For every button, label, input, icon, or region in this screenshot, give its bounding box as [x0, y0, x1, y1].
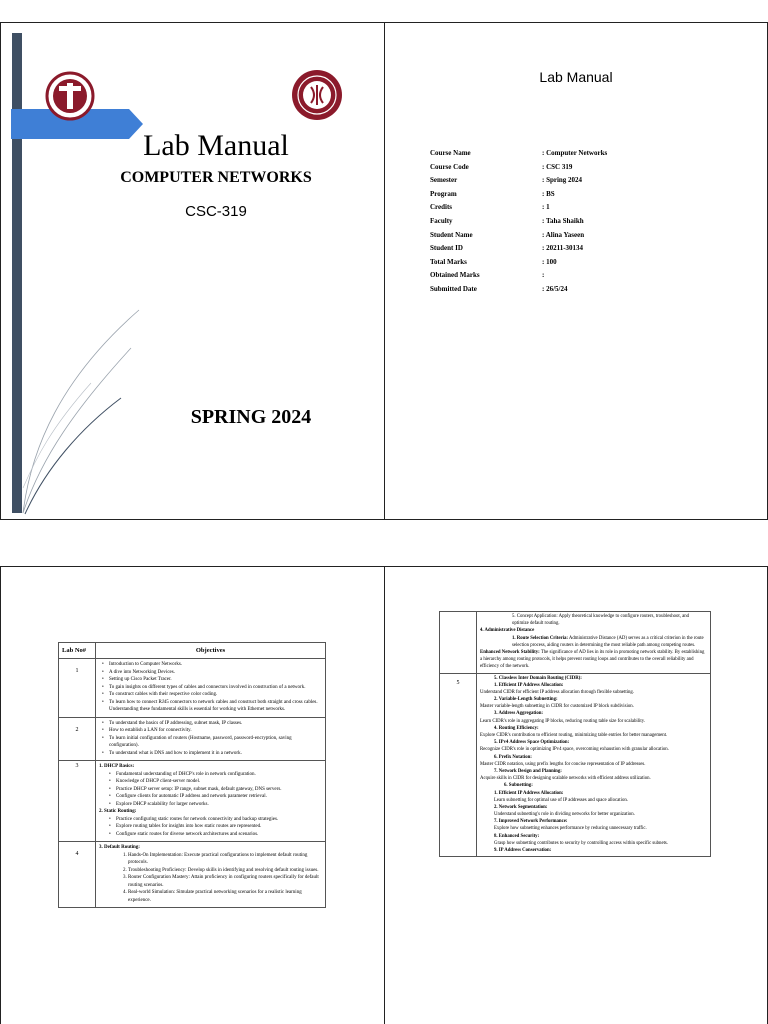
objectives-table-continued [439, 611, 711, 857]
objective-item: • To learn initial configuration of routers (Hostname, password, password-encryption, saving configuration). [109, 735, 322, 750]
objective-item: • Configure static routes for diverse network architectures and scenarios. [116, 831, 322, 839]
lab-objectives [96, 761, 326, 842]
info-value: : Alina Yaseen [542, 230, 585, 239]
item-text: Understand subnetting's role in dividing networks for better organization. [494, 812, 635, 818]
lab-number: 4 [59, 842, 96, 908]
item-heading: 8. Enhanced Security: [494, 833, 540, 839]
info-label: Course Name [430, 149, 471, 157]
lab-row-4 [59, 842, 326, 908]
objective-item: • How to establish a LAN for connectivity. [109, 727, 322, 735]
objective-item: • Setting up Cisco Packet Tracer. [109, 676, 322, 684]
section-heading: 4. Administrative Distance [480, 628, 535, 634]
item-heading: 2. Network Segmentation: [494, 804, 548, 810]
lab-row-1 [59, 659, 326, 718]
item-text: The significance of AD lies in its role in promoting network stability. By establishing a hierarchy among routing protocols, it helps prevent routing loops and contributes to the overall reliability and efficiency of the network. [480, 649, 705, 670]
lab-number: 2 [59, 717, 96, 761]
university-logo-right [291, 69, 343, 121]
objective-item: 4. Real-world Simulation: Simulate practical networking scenarios for a realistic learning experience. [128, 889, 322, 904]
info-label: Student ID [430, 244, 463, 253]
objective-item: • Introduction to Computer Networks. [109, 661, 322, 669]
objective-item: • To understand the basics of IP addressing, subnet mask, IP classes. [109, 720, 322, 728]
objective-item: • Practice DHCP server setup: IP range, subnet mask, default gateway, DNS servers. [116, 786, 322, 794]
item-text: Explore CIDR's contribution to efficient routing, minimizing table entries for better management. [480, 733, 668, 738]
lab-objectives [96, 842, 326, 908]
item-text: Master variable-length subnetting in CIDR for customized IP block subdivision. [480, 704, 634, 710]
info-value: : [542, 271, 545, 280]
lab-number: 5 [440, 673, 477, 857]
university-logo-left [45, 71, 95, 121]
objectives-page [0, 566, 385, 1024]
objectives-header-row [59, 643, 326, 659]
objectives-header: Objectives [96, 643, 326, 659]
lab-objectives [477, 673, 711, 857]
item-heading: 9. IP Address Conservation: [494, 848, 552, 853]
item-text: Administrative Distance (AD) serves as a critical criterion in the route selection process, aiding routers in determining the most reliable path among competing routes. [512, 635, 704, 648]
info-value: : CSC 319 [542, 162, 573, 171]
lab-row-4-continued [440, 612, 711, 674]
lab-objectives [96, 717, 326, 761]
continuation-page [384, 566, 768, 1024]
lab-no-header: Lab No# [59, 643, 96, 659]
item-label: Enhanced Network Stability: [480, 649, 540, 655]
objective-item: • To construct cables with their respective color coding. [109, 691, 322, 699]
info-page [384, 22, 768, 520]
info-value: : Computer Networks [542, 149, 608, 157]
item-heading: 2. Variable-Length Subnetting: [494, 697, 558, 703]
info-row [430, 244, 607, 258]
item-heading: 7. Network Design and Planning: [494, 768, 562, 774]
info-row [430, 258, 607, 272]
lab-objectives [96, 659, 326, 718]
objective-item [480, 635, 707, 649]
item-text: Learn subnetting for optimal use of IP addresses and space allocation. [494, 797, 628, 803]
objective-item: 1. Hands-On Implementation: Execute practical configurations to implement default routing protocols. [128, 852, 322, 867]
info-row [430, 231, 607, 245]
lab-row-2 [59, 717, 326, 761]
info-value: : 20211-30134 [542, 244, 584, 253]
info-value: : Spring 2024 [542, 176, 583, 185]
info-label: Total Marks [430, 257, 467, 266]
course-info-table [430, 149, 607, 299]
lab-row-5 [440, 673, 711, 857]
item-label: 1. Route Selection Criteria: [512, 635, 568, 641]
item-text: Grasp how subnetting contributes to security by controlling access within specific subnets. [494, 840, 668, 846]
info-row [430, 176, 607, 190]
section-heading: 2. Static Routing: [99, 809, 137, 814]
item-heading: 7. Improved Network Performance: [494, 819, 568, 825]
objectives-table [58, 642, 326, 908]
objective-item: 3. Router Configuration Mastery: Attain proficiency in configuring routers specifically for default routing scenarios. [128, 874, 322, 889]
info-label: Program [430, 189, 457, 198]
info-page-title: Lab Manual [539, 69, 613, 85]
objective-item: • To gain insights on different types of cables and connectors involved in construction of a network. [109, 684, 322, 692]
cover-course-code: CSC-319 [185, 203, 247, 220]
info-row [430, 271, 607, 285]
lab-objectives [477, 612, 711, 674]
lab-number-empty [440, 612, 477, 674]
item-text: Acquire skills in CIDR for designing scalable networks with efficient address utilization. [480, 776, 651, 782]
info-label: Student Name [430, 230, 473, 239]
item-heading: 1. Efficient IP Address Allocation: [494, 790, 564, 796]
item-text: Explore how subnetting enhances performance by reducing unnecessary traffic. [494, 826, 647, 832]
info-label: Submitted Date [430, 284, 477, 293]
section-heading: 6. Subnetting: [504, 783, 533, 789]
objective-item: • Explore DHCP scalability for larger networks. [116, 801, 322, 809]
objective-item: • Configure clients for automatic IP address and network parameter retrieval. [116, 793, 322, 801]
lab-number: 3 [59, 761, 96, 842]
item-text: Understand CIDR for efficient IP address allocation through flexible subnetting. [480, 689, 634, 695]
cover-subtitle: COMPUTER NETWORKS [120, 169, 312, 186]
objective-item: • Fundamental understanding of DHCP's role in network configuration. [116, 771, 322, 779]
cover-page [0, 22, 385, 520]
cover-semester: SPRING 2024 [190, 406, 312, 428]
info-value: : BS [542, 189, 555, 198]
item-heading: 5. IPv4 Address Space Optimization: [494, 740, 570, 746]
item-text: Master CIDR notation, using prefix lengths for concise representation of IP addresses. [480, 761, 646, 767]
lab-row-3 [59, 761, 326, 842]
info-row [430, 285, 607, 299]
info-label: Course Code [430, 162, 469, 171]
item-heading: 4. Routing Efficiency: [494, 725, 539, 731]
info-row [430, 163, 607, 177]
info-value: : Taha Shaikh [542, 216, 584, 225]
cover-decorative-curves [21, 308, 141, 518]
info-row [430, 203, 607, 217]
objective-item [480, 649, 707, 671]
item-text: Recognize CIDR's role in optimizing IPv4 space, overcoming exhaustion with granular allocation. [480, 747, 669, 753]
objective-item: • Knowledge of DHCP client-server model. [116, 778, 322, 786]
info-value: : 26/5/24 [542, 284, 568, 293]
section-heading: 3. Default Routing: [99, 845, 140, 850]
info-value: : 1 [542, 203, 550, 212]
objective-item: • To learn how to connect RJ45 connectors to network cables and construct both straight and cross cables. Understanding these fundamental skills is essential for working with Ethernet networks. [109, 699, 322, 714]
objective-item: • Explore routing tables for insights into how static routes are represented. [116, 823, 322, 831]
info-label: Semester [430, 176, 458, 185]
info-row [430, 190, 607, 204]
objective-item: • Practice configuring static routes for network connectivity and backup strategies. [116, 816, 322, 824]
cover-title: Lab Manual [143, 129, 289, 162]
info-value: : 100 [542, 257, 557, 266]
item-heading: 1. Efficient IP Address Allocation: [494, 682, 564, 688]
objective-item: 5. Concept Application: Apply theoretical knowledge to configure routers, troubleshoot, and optimize default routing. [512, 614, 690, 627]
info-label: Faculty [430, 216, 453, 225]
info-row [430, 149, 607, 163]
item-heading: 3. Address Aggregation: [494, 711, 543, 717]
section-heading: 5. Classless Inter Domain Routing (CIDR): [494, 675, 582, 681]
info-label: Obtained Marks [430, 271, 480, 280]
objective-item: • A dive into Networking Devices. [109, 669, 322, 677]
item-heading: 6. Prefix Notation: [494, 754, 532, 760]
lab-number: 1 [59, 659, 96, 718]
item-text: Learn CIDR's role in aggregating IP blocks, reducing routing table size for scalability. [480, 718, 646, 724]
info-row [430, 217, 607, 231]
section-heading: 1. DHCP Basics: [99, 764, 135, 769]
info-label: Credits [430, 203, 453, 212]
objective-item: • To understand what is DNS and how to implement it in a network. [109, 750, 322, 758]
objective-item: 2. Troubleshooting Proficiency: Develop skills in identifying and resolving default routing issues. [128, 867, 322, 875]
